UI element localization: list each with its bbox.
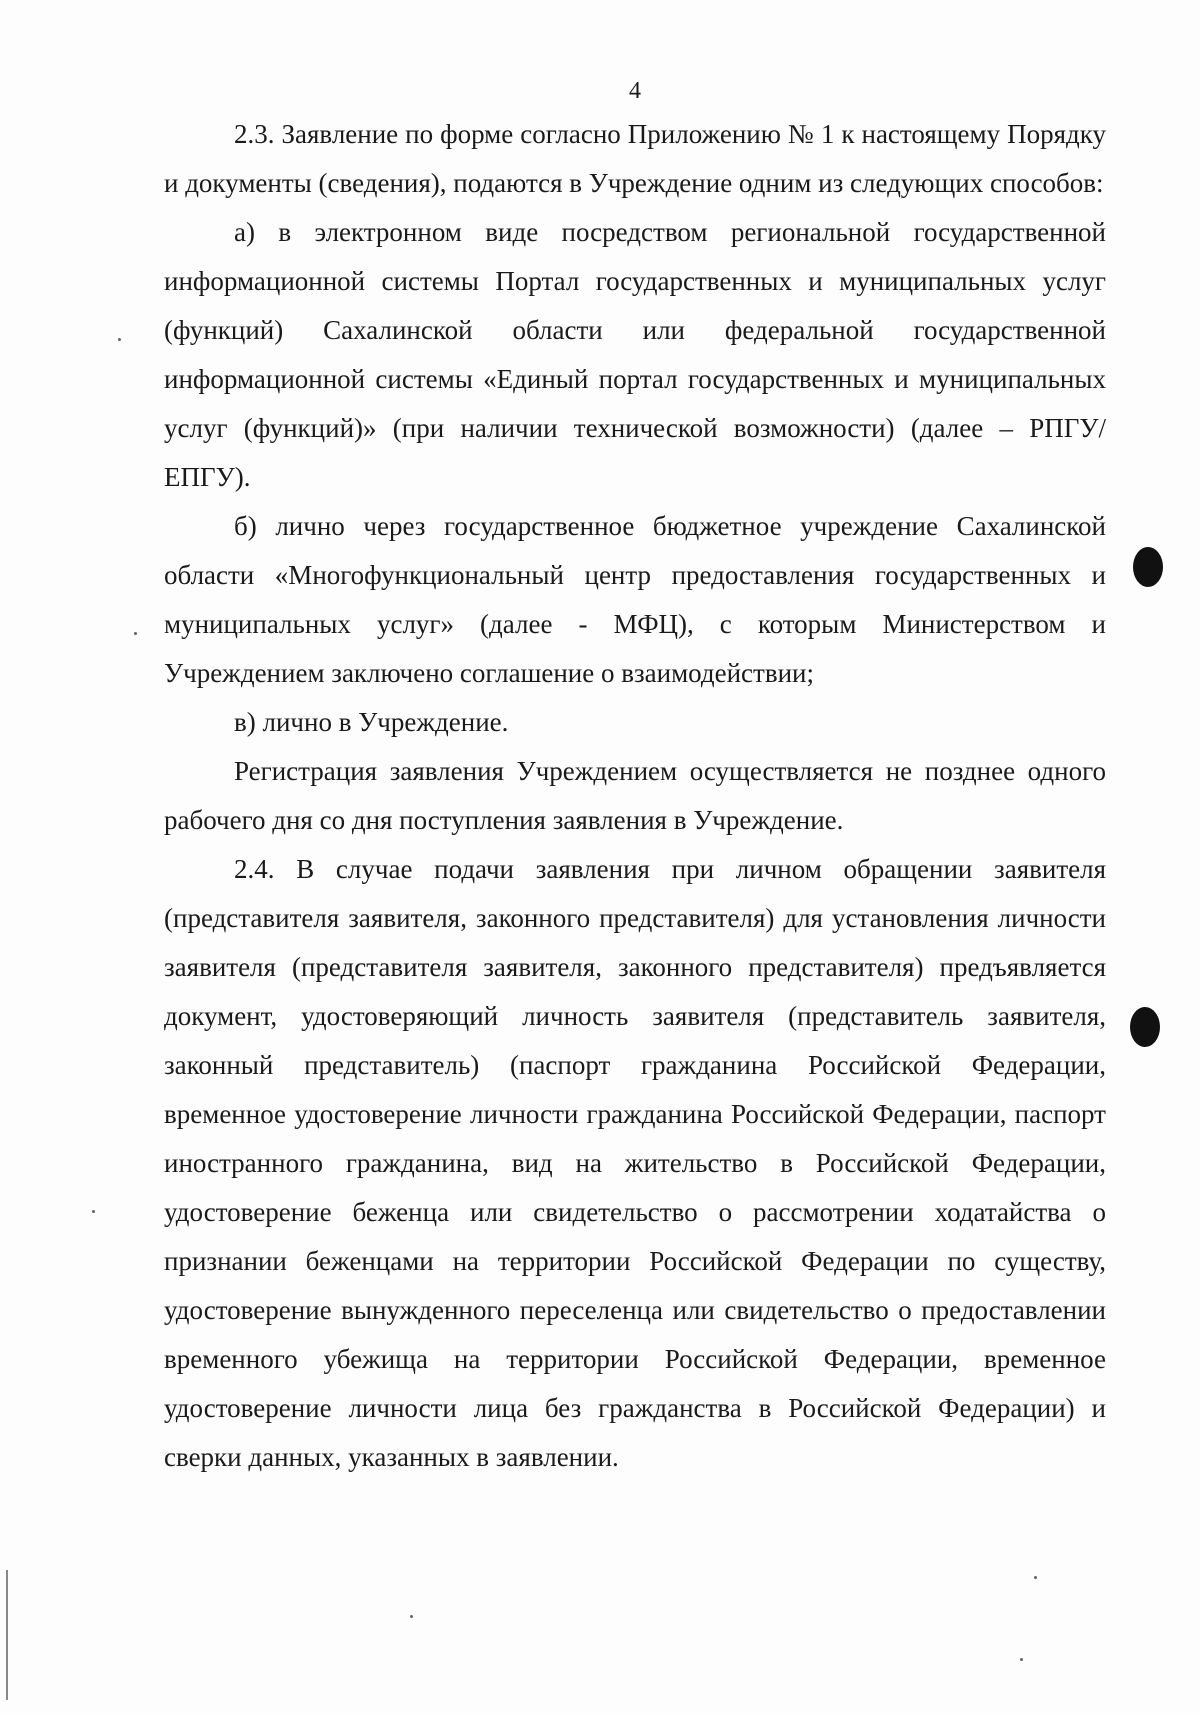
paragraph-registration: Регистрация заявления Учреждением осуществляется не позднее одного рабочего дня со дня поступления заявления в Учреждение. — [164, 756, 1106, 835]
page-number: 4 — [629, 78, 641, 104]
paragraph-item-a: а) в электронном виде посредством региональной государственной информационной системы Портал государственных и муниципальных услуг (функций) Сахалинской области или федеральной государственной информационной системы «Единый портал государственных и муниципальных услуг (функций)» (при наличии технической возможности) (далее – РПГУ/ЕПГУ). — [164, 217, 1106, 492]
scan-speck — [92, 1210, 95, 1213]
punch-hole-mark — [1133, 547, 1163, 587]
scan-speck — [118, 338, 121, 341]
paragraph-item-v: в) лично в Учреждение. — [234, 707, 509, 737]
scan-speck — [134, 632, 137, 635]
paragraph-2-4: 2.4. В случае подачи заявления при личном обращении заявителя (представителя заявителя, законного представителя) для установления личности заявителя (представителя заявителя, законного представителя) предъявляется документ, удостоверяющий личность заявителя (представитель заявителя, законный представитель) (паспорт гражданина Российской Федерации, временное удостоверение личности гражданина Российской Федерации, паспорт иностранного гражданина, вид на жительство в Российской Федерации, удостоверение беженца или свидетельство о рассмотрении ходатайства о признании беженцами на территории Российской Федерации по существу, удостоверение вынужденного переселенца или свидетельство о предоставлении временного убежища на территории Российской Федерации, временное удостоверение личности лица без гражданства в Российской Федерации) и сверки данных, указанных в заявлении. — [164, 854, 1106, 1472]
scan-edge-line — [6, 1570, 8, 1700]
scan-speck — [1020, 1658, 1023, 1661]
scan-speck — [1034, 1576, 1037, 1579]
paragraph-2-3: 2.3. Заявление по форме согласно Приложению № 1 к настоящему Порядку и документы (сведения), подаются в Учреждение одним из следующих способов: — [164, 119, 1106, 198]
scan-speck — [410, 1615, 413, 1618]
punch-hole-mark — [1130, 1007, 1160, 1047]
document-body — [164, 110, 1106, 1482]
paragraph-item-b: б) лично через государственное бюджетное учреждение Сахалинской области «Многофункциональный центр предоставления государственных и муниципальных услуг» (далее - МФЦ), с которым Министерством и Учреждением заключено соглашение о взаимодействии; — [164, 511, 1106, 688]
